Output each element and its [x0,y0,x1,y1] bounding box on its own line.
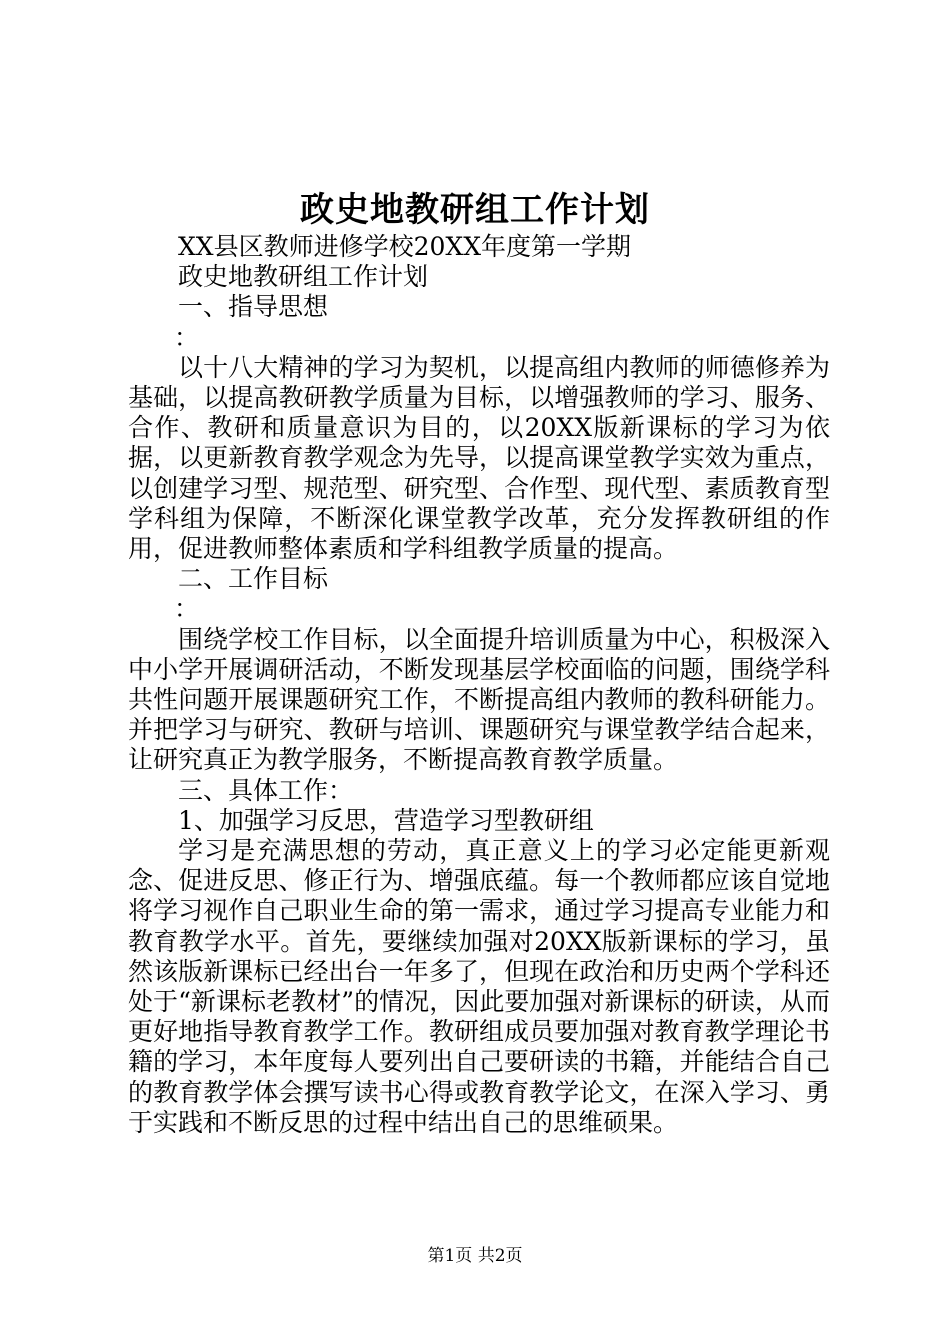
header-line-1: XX县区教师进修学校20XX年度第一学期 [178,232,632,261]
section-1-paragraph: 以十八大精神的学习为契机，以提高组内教师的师德修养为基础，以提高教研教学质量为目标，以增强教师的学习、服务、合作、教研和质量意识为目的，以20XX版新课标的学习为依据，以更新教育教学观念为先导，以提高课堂教学实效为重点，以创建学习型、规范型、研究型、合作型、现代型、素质教育型学科组为保障，不断深化课堂教学改革，充分发挥教研组的作用，促进教师整体素质和学科组教学质量的提高。 [128,352,830,563]
section-3-heading: 三、具体工作： [178,775,354,805]
header-line-2: 政史地教研组工作计划 [178,262,429,292]
document-title: 政史地教研组工作计划 [300,190,650,230]
section-3-subheading: 1、加强学习反思，营造学习型教研组 [178,805,594,835]
section-2-heading: 二、工作目标 [178,564,329,594]
section-1-heading: 一、指导思想 [178,292,329,322]
section-2-paragraph: 围绕学校工作目标，以全面提升培训质量为中心，积极深入中小学开展调研活动，不断发现基层学校面临的问题，围绕学科共性问题开展课题研究工作，不断提高组内教师的教科研能力。并把学习与研究、教研与培训、课题研究与课堂教学结合起来，让研究真正为教学服务，不断提高教育教学质量。 [128,624,830,775]
section-2-colon: ： [174,594,200,624]
document-body [128,232,830,1138]
section-3-paragraph: 学习是充满思想的劳动，真正意义上的学习必定能更新观念、促进反思、修正行为、增强底蕴。每一个教师都应该自觉地将学习视作自己职业生命的第一需求，通过学习提高专业能力和教育教学水平。首先，要继续加强对20XX版新课标的学习，虽然该版新课标已经出台一年多了，但现在政治和历史两个学科还处于“新课标老教材”的情况，因此要加强对新课标的研读，从而更好地指导教育教学工作。教研组成员要加强对教育教学理论书籍的学习，本年度每人要列出自己要研读的书籍，并能结合自己的教育教学体会撰写读书心得或教育教学论文，在深入学习、勇于实践和不断反思的过程中结出自己的思维硕果。 [128,835,830,1137]
page-footer: 第1页 共2页 [427,1246,523,1266]
section-1-colon: ： [174,322,200,352]
